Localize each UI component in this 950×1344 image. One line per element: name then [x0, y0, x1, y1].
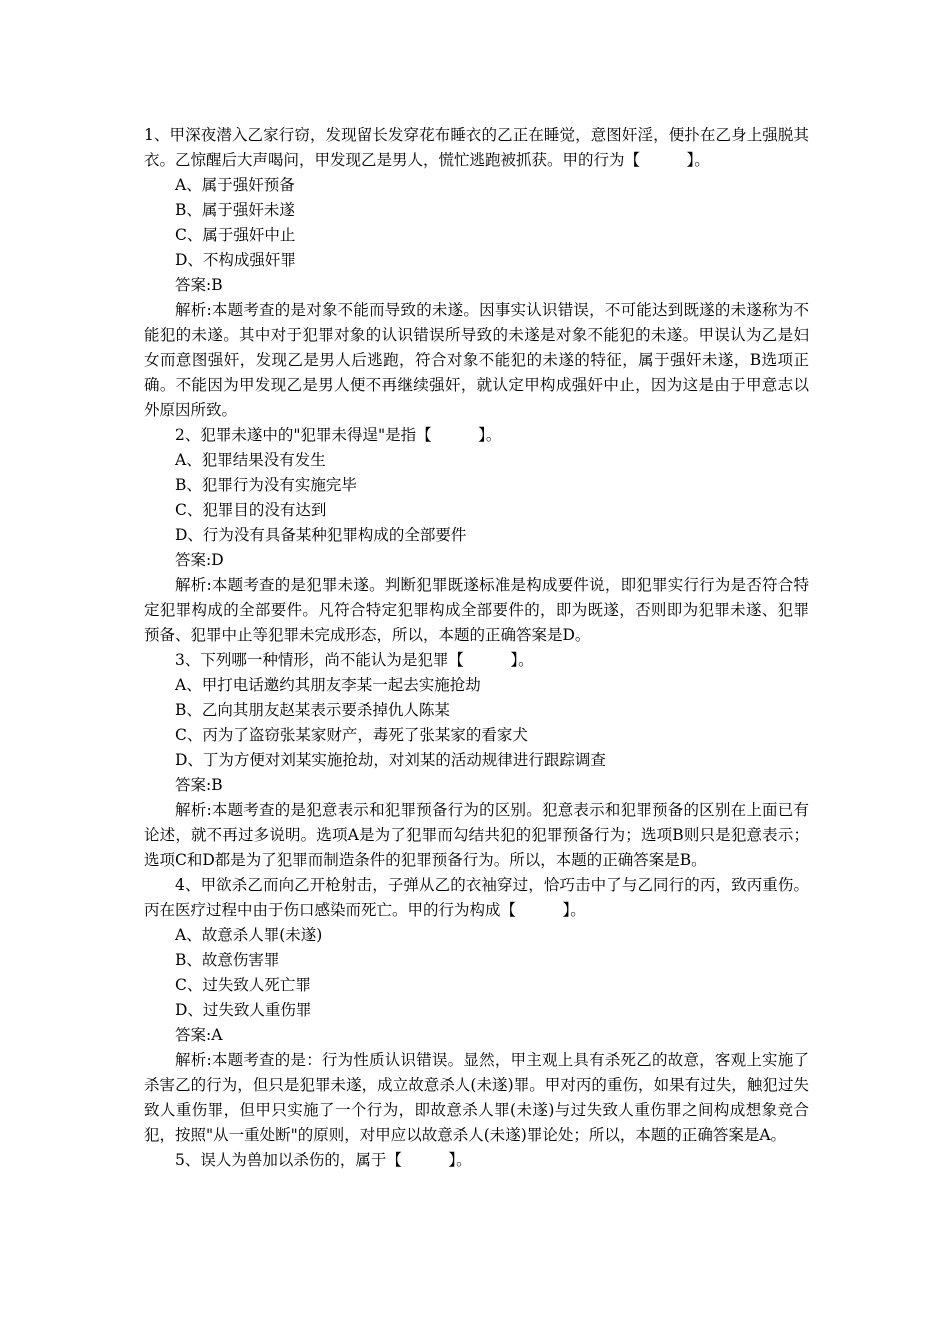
option-a: A、甲打电话邀约其朋友李某一起去实施抢劫	[175, 676, 481, 694]
question-stem: 5、误人为兽加以杀伤的，属于【 】。	[175, 1151, 472, 1169]
answer: 答案:D	[175, 551, 224, 569]
option-a: A、犯罪结果没有发生	[175, 451, 326, 469]
option-b: B、属于强奸未遂	[175, 201, 295, 219]
answer: 答案:A	[175, 1026, 223, 1044]
question-stem: 2、犯罪未遂中的"犯罪未得逞"是指【 】。	[175, 426, 502, 444]
option-d: D、丁为方便对刘某实施抢劫，对刘某的活动规律进行跟踪调查	[175, 751, 606, 769]
question-stem: 1、甲深夜潜入乙家行窃，发现留长发穿花布睡衣的乙正在睡觉，意图奸淫，便扑在乙身上强脱其衣。乙惊醒后大声喝问，甲发现乙是男人，慌忙逃跑被抓获。甲的行为【 】。	[144, 126, 809, 169]
option-b: B、故意伤害罪	[175, 951, 280, 969]
question-1	[144, 123, 809, 423]
question-stem: 4、甲欲杀乙而向乙开枪射击，子弹从乙的衣袖穿过，恰巧击中了与乙同行的丙，致丙重伤。丙在医疗过程中由于伤口感染而死亡。甲的行为构成【 】。	[144, 876, 809, 919]
analysis: 解析:本题考查的是犯意表示和犯罪预备行为的区别。犯意表示和犯罪预备的区别在上面已有论述，就不再过多说明。选项A是为了犯罪而勾结共犯的犯罪预备行为；选项B则只是犯意表示；选项C和D都是为了犯罪而制造条件的犯罪预备行为。所以，本题的正确答案是B。	[144, 801, 809, 869]
question-2	[144, 423, 809, 648]
option-b: B、乙向其朋友赵某表示要杀掉仇人陈某	[175, 701, 450, 719]
answer: 答案:B	[175, 776, 223, 794]
question-5	[144, 1148, 809, 1173]
option-c: C、属于强奸中止	[175, 226, 296, 244]
option-d: D、行为没有具备某种犯罪构成的全部要件	[175, 526, 467, 544]
option-c: C、犯罪目的没有达到	[175, 501, 327, 519]
option-c: C、过失致人死亡罪	[175, 976, 311, 994]
option-b: B、犯罪行为没有实施完毕	[175, 476, 357, 494]
option-a: A、属于强奸预备	[175, 176, 295, 194]
answer: 答案:B	[175, 276, 223, 294]
option-d: D、不构成强奸罪	[175, 251, 296, 269]
option-d: D、过失致人重伤罪	[175, 1001, 312, 1019]
analysis: 解析:本题考查的是犯罪未遂。判断犯罪既遂标准是构成要件说，即犯罪实行行为是否符合特定犯罪构成的全部要件。凡符合特定犯罪构成全部要件的，即为既遂，否则即为犯罪未遂、犯罪预备、犯罪中止等犯罪未完成形态，所以，本题的正确答案是D。	[144, 576, 809, 644]
question-stem: 3、下列哪一种情形，尚不能认为是犯罪【 】。	[175, 651, 534, 669]
analysis: 解析:本题考查的是对象不能而导致的未遂。因事实认识错误，不可能达到既遂的未遂称为不能犯的未遂。其中对于犯罪对象的认识错误所导致的未遂是对象不能犯的未遂。甲误认为乙是妇女而意图强奸，发现乙是男人后逃跑，符合对象不能犯的未遂的特征，属于强奸未遂，B选项正确。不能因为甲发现乙是男人便不再继续强奸，就认定甲构成强奸中止，因为这是由于甲意志以外原因所致。	[144, 301, 809, 419]
question-3	[144, 648, 809, 873]
option-c: C、丙为了盗窃张某家财产，毒死了张某家的看家犬	[175, 726, 528, 744]
analysis: 解析:本题考查的是：行为性质认识错误。显然，甲主观上具有杀死乙的故意，客观上实施了杀害乙的行为，但只是犯罪未遂，成立故意杀人(未遂)罪。甲对丙的重伤，如果有过失，触犯过失致人重伤罪，但甲只实施了一个行为，即故意杀人罪(未遂)与过失致人重伤罪之间构成想象竞合犯，按照"从一重处断"的原则，对甲应以故意杀人(未遂)罪论处；所以，本题的正确答案是A。	[144, 1051, 809, 1144]
question-4	[144, 873, 809, 1148]
document-page	[144, 123, 809, 1173]
option-a: A、故意杀人罪(未遂)	[175, 926, 323, 944]
